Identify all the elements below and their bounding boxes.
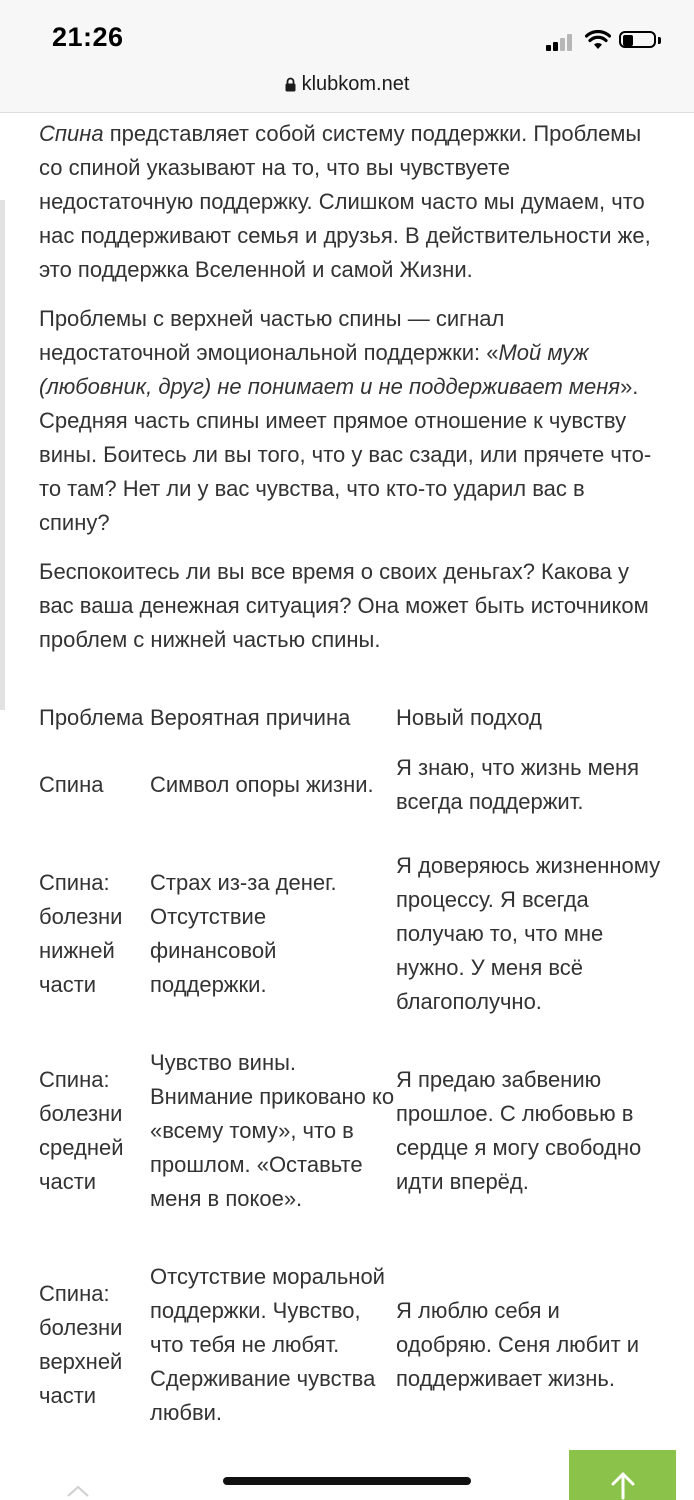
url-text: klubkom.net bbox=[301, 73, 410, 95]
table-row bbox=[39, 835, 661, 1019]
address-bar[interactable] bbox=[0, 73, 694, 96]
table-row bbox=[39, 735, 661, 835]
paragraph-2-text-a: Проблемы с верхней частью спины — сигнал недостаточной эмоциональной поддержки: « bbox=[39, 306, 505, 365]
table-row bbox=[39, 1233, 661, 1447]
paragraph-2-quote: Мой муж (любовник, друг) не понимает и не поддерживает меня bbox=[39, 340, 621, 399]
header-cell: Новый подход bbox=[396, 705, 542, 730]
paragraph-1 bbox=[39, 117, 654, 287]
home-indicator[interactable] bbox=[223, 1477, 471, 1485]
approach-cell: Я люблю себя и одобряю. Сеня любит и поддерживает жизнь. bbox=[396, 1298, 640, 1391]
approach-cell: Я доверяюсь жизненному процессу. Я всегда получаю то, что мне нужно. У меня всё благополучно. bbox=[396, 853, 661, 1014]
cause-cell: Страх из-за денег. Отсутствие финансовой поддержки. bbox=[150, 870, 337, 997]
paragraph-1-text: представляет собой систему поддержки. Проблемы со спиной указывают на то, что вы чувствуете недостаточную поддержку. Слишком часто мы думаем, что нас поддерживают семья и друзья. В действительности же, это поддержка Вселенной и самой Жизни. bbox=[39, 121, 651, 282]
problem-cell: Спина: болезни нижней части bbox=[39, 870, 123, 997]
scroll-edge bbox=[0, 200, 5, 710]
chevron-up-icon bbox=[66, 1484, 90, 1498]
clock: 21:26 bbox=[52, 22, 124, 52]
table-header bbox=[39, 701, 661, 735]
arrow-up-icon bbox=[609, 1470, 637, 1500]
table-row bbox=[39, 1019, 661, 1233]
header-cell: Вероятная причина bbox=[150, 705, 351, 730]
scroll-to-top-button[interactable] bbox=[569, 1450, 676, 1500]
cause-cell: Символ опоры жизни. bbox=[150, 772, 374, 797]
cause-cell: Чувство вины. Внимание приковано ко «всему тому», что в прошлом. «Оставьте меня в покое». bbox=[150, 1050, 395, 1211]
paragraph-2-text-b: ». Средняя часть спины имеет прямое отношение к чувству вины. Боитесь ли вы того, что у вас сзади, или прячете что-то там? Нет ли у вас чувства, что кто-то ударил вас в спину? bbox=[39, 374, 652, 535]
paragraph-3: Беспокоитесь ли вы все время о своих деньгах? Какова у вас ваша денежная ситуация? Она может быть источником проблем с нижней частью спины. bbox=[39, 559, 649, 652]
header-cell: Проблема bbox=[39, 705, 144, 730]
article-body bbox=[39, 112, 654, 672]
problem-cell: Спина bbox=[39, 772, 104, 797]
emphasis-back: Спина bbox=[39, 121, 104, 146]
wifi-icon bbox=[585, 30, 611, 50]
paragraph-2 bbox=[39, 302, 654, 540]
problem-cell: Спина: болезни верхней части bbox=[39, 1281, 123, 1408]
battery-icon bbox=[619, 31, 656, 50]
remedy-table bbox=[39, 701, 661, 1447]
browser-status-bar bbox=[0, 0, 694, 113]
problem-cell: Спина: болезни средней части bbox=[39, 1067, 124, 1194]
cause-cell: Отсутствие моральной поддержки. Чувство, что тебя не любят. Сдерживание чувства любви. bbox=[150, 1264, 385, 1425]
lock-icon bbox=[285, 77, 296, 92]
signal-icon bbox=[546, 33, 578, 51]
approach-cell: Я знаю, что жизнь меня всегда поддержит. bbox=[396, 755, 640, 814]
approach-cell: Я предаю забвению прошлое. С любовью в сердце я могу свободно идти вперёд. bbox=[396, 1067, 642, 1194]
